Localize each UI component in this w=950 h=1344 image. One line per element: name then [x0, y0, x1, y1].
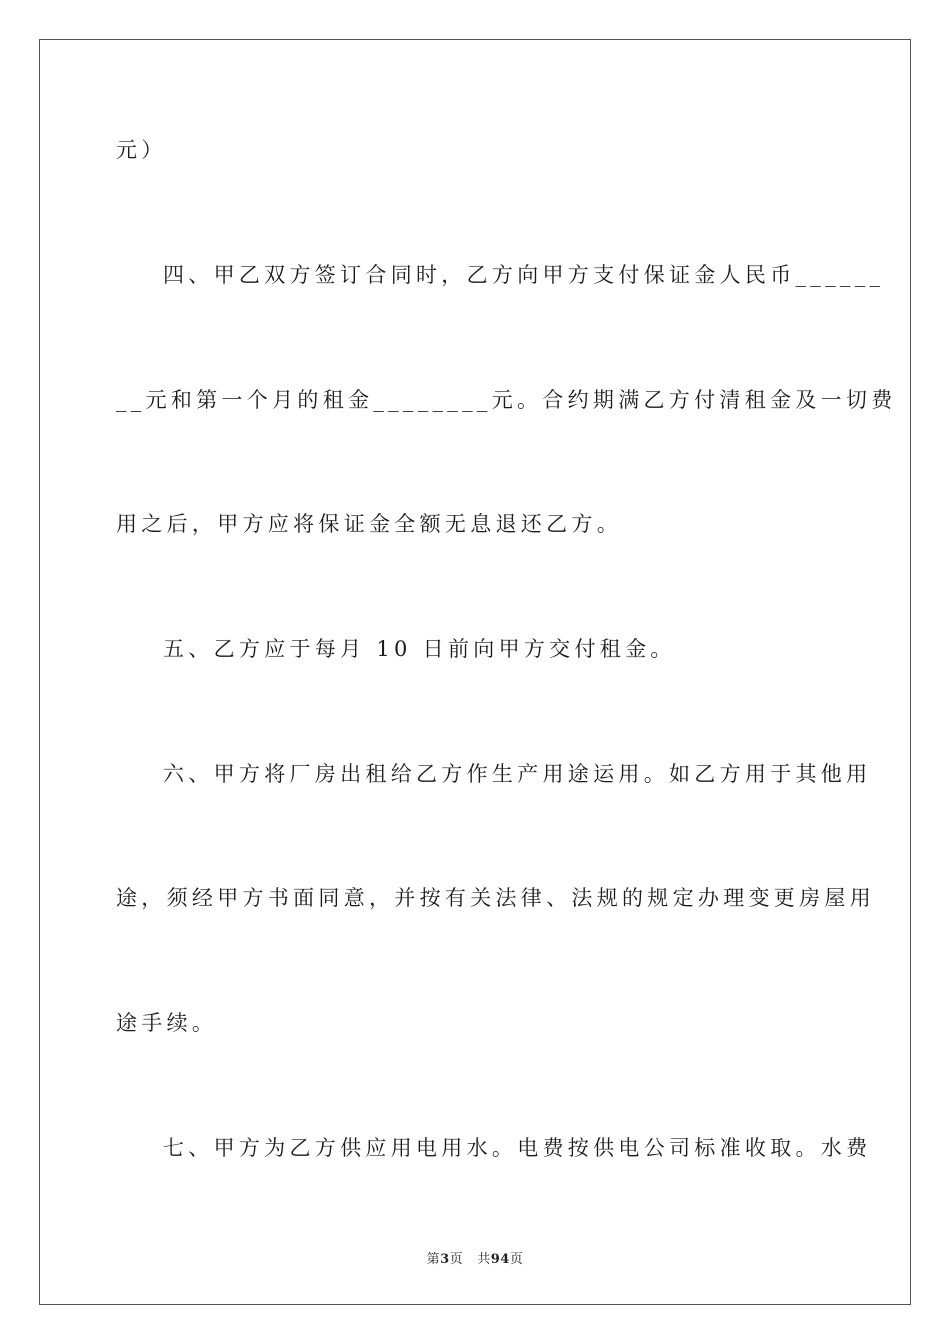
text-line-7: 途，须经甲方书面同意，并按有关法律、法规的规定办理变更房屋用: [116, 886, 875, 910]
text-line-3: __元和第一个月的租金________元。合约期满乙方付清租金及一切费: [116, 388, 897, 412]
text-line-5: 五、乙方应于每月 10 日前向甲方交付租金。: [163, 637, 676, 661]
text-line-9: 七、甲方为乙方供应用电用水。电费按供电公司标准收取。水费: [163, 1136, 872, 1160]
footer-total-suffix: 页: [509, 1252, 524, 1267]
page-footer: [0, 1248, 950, 1267]
text-line-1: 元）: [116, 138, 167, 162]
text-line-2: 四、甲乙双方签订合同时，乙方向甲方支付保证金人民币______: [163, 263, 885, 287]
total-page-count: 94: [490, 1252, 510, 1267]
footer-page-suffix: 页: [449, 1252, 464, 1267]
page-frame: [39, 39, 911, 1305]
footer-total-prefix: 共: [477, 1252, 491, 1267]
footer-prefix: 第: [426, 1252, 441, 1267]
text-line-4: 用之后，甲方应将保证金全额无息退还乙方。: [116, 512, 622, 536]
text-line-8: 途手续。: [116, 1011, 218, 1035]
text-line-6: 六、甲方将厂房出租给乙方作生产用途运用。如乙方用于其他用: [163, 762, 872, 786]
current-page-number: 3: [440, 1252, 450, 1267]
